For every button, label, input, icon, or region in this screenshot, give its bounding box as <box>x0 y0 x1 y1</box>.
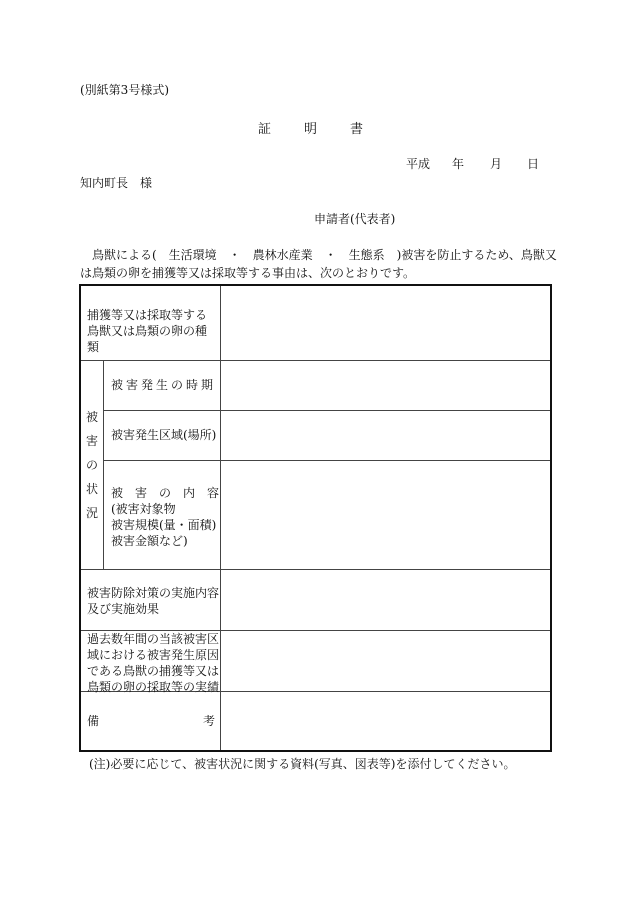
intro-line-1: 鳥獣による( 生活環境 ・ 農林水産業 ・ 生態系 )被害を防止するため、鳥獣又 <box>92 248 557 262</box>
damage-group-char-4: 状 <box>85 482 98 496</box>
title-char-2: 明 <box>304 122 318 137</box>
form-number: (別紙第3号様式) <box>80 83 169 97</box>
damage-content-line-1: 被 害 の 内 容 <box>111 486 220 500</box>
damage-group-char-3: の <box>85 458 98 472</box>
species-label-line-1: 捕獲等又は採取等する <box>87 308 208 322</box>
damage-content-input[interactable] <box>221 461 550 569</box>
past-record-label <box>87 631 219 695</box>
species-label <box>87 307 215 355</box>
date-year: 年 <box>452 157 465 171</box>
species-label-line-2: 鳥獣又は鳥類の卵の種類 <box>87 324 208 354</box>
prevention-input[interactable] <box>221 570 550 630</box>
remarks-char-1: 備 <box>87 714 100 728</box>
prevention-label-line-2: 及び実施効果 <box>87 602 160 616</box>
document-title <box>258 118 363 137</box>
damage-time-label: 被害発生の時期 <box>111 378 217 392</box>
damage-group-char-2: 害 <box>85 434 98 448</box>
intro-paragraph <box>80 246 557 282</box>
damage-group-char-5: 況 <box>85 506 98 520</box>
title-char-3: 書 <box>350 122 364 137</box>
date-era: 平成 <box>406 157 431 171</box>
prevention-label <box>87 585 219 617</box>
remarks-label <box>87 713 215 729</box>
damage-content-line-2: (被害対象物 <box>111 502 176 516</box>
damage-area-label: 被害発生区域(場所) <box>111 428 217 442</box>
addressee: 知内町長 様 <box>80 176 153 190</box>
damage-group-divider <box>103 360 104 569</box>
remarks-char-2: 考 <box>202 714 215 728</box>
damage-time-input[interactable] <box>221 361 550 410</box>
date-month: 月 <box>490 157 503 171</box>
intro-line-2: は鳥類の卵を捕獲等又は採取等する事由は、次のとおりです。 <box>80 266 416 280</box>
past-record-line-1: 過去数年間の当該被害区 <box>87 632 220 646</box>
date-line <box>406 155 539 172</box>
certificate-table <box>79 284 552 752</box>
attachment-note: (注)必要に応じて、被害状況に関する資料(写真、図表等)を添付してください。 <box>89 757 516 771</box>
title-char-1: 証 <box>258 122 272 137</box>
prevention-label-line-1: 被害防除対策の実施内容 <box>87 586 220 600</box>
damage-area-input[interactable] <box>221 411 550 460</box>
date-day: 日 <box>527 157 540 171</box>
damage-content-line-3: 被害規模(量・面積) <box>111 518 217 532</box>
past-record-line-3: である鳥獣の捕獲等又は <box>87 664 220 678</box>
past-record-line-2: 域における被害発生原因 <box>87 648 220 662</box>
past-record-input[interactable] <box>221 631 550 691</box>
damage-group-char-1: 被 <box>85 410 98 424</box>
damage-content-label <box>111 485 219 549</box>
damage-status-group-label <box>81 405 103 525</box>
species-input[interactable] <box>221 286 550 360</box>
past-record-line-4: 鳥類の卵の採取等の実績 <box>87 680 220 694</box>
remarks-input[interactable] <box>221 692 550 750</box>
applicant-label: 申請者(代表者) <box>314 212 396 226</box>
damage-content-line-4: 被害金額など) <box>111 534 188 548</box>
